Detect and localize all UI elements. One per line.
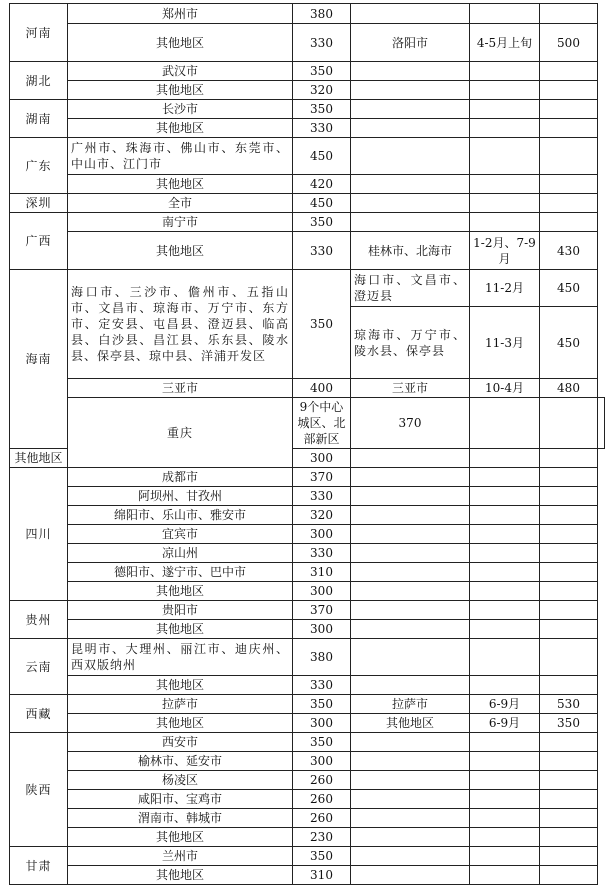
empty-cell xyxy=(540,100,598,119)
empty-cell xyxy=(351,676,470,695)
area-cell: 德阳市、遂宁市、巴中市 xyxy=(68,563,293,582)
province-cell: 湖北 xyxy=(10,62,68,100)
table-row xyxy=(10,175,605,194)
empty-cell xyxy=(351,100,470,119)
standard-cell: 260 xyxy=(293,771,351,790)
standard-cell: 350 xyxy=(293,733,351,752)
area-cell: 南宁市 xyxy=(68,213,293,232)
empty-cell xyxy=(351,506,470,525)
empty-cell xyxy=(540,449,598,468)
standard-cell: 300 xyxy=(293,525,351,544)
table-row xyxy=(10,695,605,714)
empty-cell xyxy=(351,525,470,544)
standard-cell: 350 xyxy=(293,847,351,866)
standard-cell: 300 xyxy=(293,620,351,639)
table-row xyxy=(10,506,605,525)
standard-cell: 380 xyxy=(293,639,351,676)
table-row xyxy=(10,563,605,582)
empty-cell xyxy=(351,752,470,771)
table-row xyxy=(10,771,605,790)
peak-period-cell: 1-2月、7-9月 xyxy=(470,232,540,270)
province-cell: 四川 xyxy=(10,468,68,601)
table-row xyxy=(10,790,605,809)
peak-standard-cell: 450 xyxy=(540,307,598,379)
standard-cell: 330 xyxy=(293,676,351,695)
standard-cell: 230 xyxy=(293,828,351,847)
standard-cell: 450 xyxy=(293,194,351,213)
table-row xyxy=(10,639,605,676)
standard-cell: 330 xyxy=(293,119,351,138)
area-cell: 长沙市 xyxy=(68,100,293,119)
area-cell: 宜宾市 xyxy=(68,525,293,544)
table-row xyxy=(10,100,605,119)
table-row xyxy=(10,194,605,213)
standard-cell: 330 xyxy=(293,24,351,62)
empty-cell xyxy=(540,847,598,866)
empty-cell xyxy=(351,563,470,582)
empty-cell xyxy=(540,620,598,639)
standard-cell: 300 xyxy=(293,449,351,468)
empty-cell xyxy=(540,175,598,194)
table-row xyxy=(10,809,605,828)
area-cell: 其他地区 xyxy=(68,175,293,194)
standard-cell: 260 xyxy=(293,790,351,809)
empty-cell xyxy=(470,601,540,620)
area-cell: 三亚市 xyxy=(68,379,293,398)
empty-cell xyxy=(470,847,540,866)
area-cell: 兰州市 xyxy=(68,847,293,866)
area-cell: 绵阳市、乐山市、雅安市 xyxy=(68,506,293,525)
area-cell: 贵阳市 xyxy=(68,601,293,620)
empty-cell xyxy=(351,487,470,506)
empty-cell xyxy=(470,525,540,544)
empty-cell xyxy=(540,582,598,601)
empty-cell xyxy=(540,119,598,138)
empty-cell xyxy=(540,138,598,175)
empty-cell xyxy=(351,175,470,194)
area-cell: 其他地区 xyxy=(68,866,293,885)
empty-cell xyxy=(540,809,598,828)
area-cell: 其他地区 xyxy=(68,828,293,847)
empty-cell xyxy=(351,639,470,676)
table-row xyxy=(10,119,605,138)
area-cell: 其他地区 xyxy=(68,232,293,270)
peak-period-cell: 11-2月 xyxy=(470,270,540,307)
empty-cell xyxy=(540,639,598,676)
empty-cell xyxy=(540,81,598,100)
table-row xyxy=(10,676,605,695)
empty-cell xyxy=(351,119,470,138)
peak-area-cell: 桂林市、北海市 xyxy=(351,232,470,270)
area-cell: 其他地区 xyxy=(68,119,293,138)
empty-cell xyxy=(470,81,540,100)
empty-cell xyxy=(540,213,598,232)
province-cell: 广东 xyxy=(10,138,68,194)
empty-cell xyxy=(351,601,470,620)
table-row xyxy=(10,379,605,398)
peak-standard-cell: 450 xyxy=(540,270,598,307)
standard-cell: 320 xyxy=(293,81,351,100)
province-cell: 西藏 xyxy=(10,695,68,733)
standard-cell: 350 xyxy=(293,62,351,81)
standard-cell: 370 xyxy=(293,601,351,620)
table-row xyxy=(10,544,605,563)
province-cell: 湖南 xyxy=(10,100,68,138)
empty-cell xyxy=(351,771,470,790)
empty-cell xyxy=(470,620,540,639)
table-row xyxy=(10,468,605,487)
empty-cell xyxy=(470,544,540,563)
empty-cell xyxy=(351,809,470,828)
area-cell: 其他地区 xyxy=(68,676,293,695)
empty-cell xyxy=(540,194,598,213)
empty-cell xyxy=(470,866,540,885)
area-cell: 成都市 xyxy=(68,468,293,487)
standard-cell: 370 xyxy=(351,398,470,449)
area-cell: 昆明市、大理州、丽江市、迪庆州、西双版纳州 xyxy=(68,639,293,676)
peak-area-cell: 三亚市 xyxy=(351,379,470,398)
area-cell: 其他地区 xyxy=(68,582,293,601)
empty-cell xyxy=(470,506,540,525)
area-cell: 咸阳市、宝鸡市 xyxy=(68,790,293,809)
empty-cell xyxy=(470,175,540,194)
area-cell: 海口市、三沙市、儋州市、五指山市、文昌市、琼海市、万宁市、东方市、定安县、屯昌县、澄迈县、临高县、白沙县、昌江县、乐东县、陵水县、保亭县、琼中县、洋浦开发区 xyxy=(68,270,293,379)
empty-cell xyxy=(470,398,540,449)
empty-cell xyxy=(470,138,540,175)
area-cell: 武汉市 xyxy=(68,62,293,81)
province-cell: 甘肃 xyxy=(10,847,68,885)
peak-area-cell: 海口市、文昌市、澄迈县 xyxy=(351,270,470,307)
standard-cell: 350 xyxy=(293,270,351,379)
empty-cell xyxy=(540,468,598,487)
province-cell: 深圳 xyxy=(10,194,68,213)
empty-cell xyxy=(470,449,540,468)
peak-area-cell: 洛阳市 xyxy=(351,24,470,62)
table-row xyxy=(10,138,605,175)
area-cell: 其他地区 xyxy=(68,24,293,62)
empty-cell xyxy=(470,119,540,138)
empty-cell xyxy=(351,620,470,639)
table-row xyxy=(10,714,605,733)
empty-cell xyxy=(351,790,470,809)
peak-standard-cell: 480 xyxy=(540,379,598,398)
empty-cell xyxy=(351,828,470,847)
empty-cell xyxy=(470,809,540,828)
peak-area-cell: 拉萨市 xyxy=(351,695,470,714)
table-row xyxy=(10,81,605,100)
standard-cell: 350 xyxy=(293,100,351,119)
empty-cell xyxy=(470,468,540,487)
empty-cell xyxy=(470,828,540,847)
table-row xyxy=(10,582,605,601)
standard-cell: 330 xyxy=(293,232,351,270)
empty-cell xyxy=(470,62,540,81)
peak-period-cell: 6-9月 xyxy=(470,695,540,714)
peak-period-cell: 10-4月 xyxy=(470,379,540,398)
empty-cell xyxy=(540,487,598,506)
standard-cell: 330 xyxy=(293,544,351,563)
empty-cell xyxy=(540,790,598,809)
empty-cell xyxy=(470,639,540,676)
area-cell: 9个中心城区、北部新区 xyxy=(293,398,351,449)
table-row xyxy=(10,62,605,81)
table-row xyxy=(10,866,605,885)
area-cell: 拉萨市 xyxy=(68,695,293,714)
peak-standard-cell: 350 xyxy=(540,714,598,733)
area-cell: 杨凌区 xyxy=(68,771,293,790)
table-row xyxy=(10,398,605,449)
table-row xyxy=(10,733,605,752)
province-cell: 云南 xyxy=(10,639,68,695)
standard-cell: 300 xyxy=(293,752,351,771)
standard-cell: 400 xyxy=(293,379,351,398)
standard-cell: 320 xyxy=(293,506,351,525)
peak-standard-cell: 530 xyxy=(540,695,598,714)
table-row xyxy=(10,24,605,62)
empty-cell xyxy=(351,866,470,885)
empty-cell xyxy=(540,676,598,695)
province-cell: 河南 xyxy=(10,4,68,62)
peak-area-cell: 琼海市、万宁市、陵水县、保亭县 xyxy=(351,307,470,379)
empty-cell xyxy=(470,733,540,752)
standard-cell: 350 xyxy=(293,695,351,714)
empty-cell xyxy=(470,100,540,119)
empty-cell xyxy=(540,828,598,847)
empty-cell xyxy=(351,582,470,601)
empty-cell xyxy=(540,525,598,544)
empty-cell xyxy=(470,676,540,695)
table-row xyxy=(10,828,605,847)
empty-cell xyxy=(351,81,470,100)
lodging-standard-table xyxy=(9,3,605,885)
peak-standard-cell: 430 xyxy=(540,232,598,270)
empty-cell xyxy=(470,4,540,24)
empty-cell xyxy=(540,752,598,771)
empty-cell xyxy=(540,563,598,582)
empty-cell xyxy=(540,601,598,620)
area-cell: 其他地区 xyxy=(68,714,293,733)
empty-cell xyxy=(351,449,470,468)
peak-period-cell: 6-9月 xyxy=(470,714,540,733)
area-cell: 渭南市、韩城市 xyxy=(68,809,293,828)
table-row xyxy=(10,752,605,771)
empty-cell xyxy=(351,468,470,487)
empty-cell xyxy=(470,752,540,771)
empty-cell xyxy=(540,506,598,525)
empty-cell xyxy=(540,4,598,24)
empty-cell xyxy=(351,62,470,81)
province-cell: 海南 xyxy=(10,270,68,449)
empty-cell xyxy=(540,62,598,81)
standard-cell: 300 xyxy=(293,582,351,601)
empty-cell xyxy=(351,213,470,232)
peak-area-cell: 其他地区 xyxy=(351,714,470,733)
empty-cell xyxy=(540,771,598,790)
table-row xyxy=(10,232,605,270)
area-cell: 广州市、珠海市、佛山市、东莞市、中山市、江门市 xyxy=(68,138,293,175)
table-row xyxy=(10,487,605,506)
empty-cell xyxy=(598,398,605,449)
empty-cell xyxy=(470,194,540,213)
empty-cell xyxy=(470,563,540,582)
standard-cell: 310 xyxy=(293,866,351,885)
empty-cell xyxy=(540,398,598,449)
standard-cell: 370 xyxy=(293,468,351,487)
area-cell: 凉山州 xyxy=(68,544,293,563)
empty-cell xyxy=(351,138,470,175)
area-cell: 其他地区 xyxy=(68,620,293,639)
province-cell: 广西 xyxy=(10,213,68,270)
standard-cell: 450 xyxy=(293,138,351,175)
standard-cell: 380 xyxy=(293,4,351,24)
area-cell: 全市 xyxy=(68,194,293,213)
empty-cell xyxy=(470,771,540,790)
empty-cell xyxy=(351,847,470,866)
empty-cell xyxy=(470,213,540,232)
peak-standard-cell: 500 xyxy=(540,24,598,62)
empty-cell xyxy=(470,582,540,601)
province-cell: 贵州 xyxy=(10,601,68,639)
province-cell: 重庆 xyxy=(68,398,293,468)
empty-cell xyxy=(470,790,540,809)
table-row xyxy=(10,270,605,307)
standard-cell: 260 xyxy=(293,809,351,828)
empty-cell xyxy=(351,544,470,563)
table-row xyxy=(10,213,605,232)
peak-period-cell: 4-5月上旬 xyxy=(470,24,540,62)
area-cell: 其他地区 xyxy=(10,449,68,468)
empty-cell xyxy=(540,544,598,563)
table-row xyxy=(10,525,605,544)
standard-cell: 300 xyxy=(293,714,351,733)
area-cell: 西安市 xyxy=(68,733,293,752)
standard-cell: 310 xyxy=(293,563,351,582)
empty-cell xyxy=(540,866,598,885)
area-cell: 其他地区 xyxy=(68,81,293,100)
table-row xyxy=(10,620,605,639)
table-row xyxy=(10,601,605,620)
empty-cell xyxy=(351,733,470,752)
empty-cell xyxy=(470,487,540,506)
standard-cell: 350 xyxy=(293,213,351,232)
area-cell: 阿坝州、甘孜州 xyxy=(68,487,293,506)
area-cell: 郑州市 xyxy=(68,4,293,24)
table-row xyxy=(10,847,605,866)
empty-cell xyxy=(351,194,470,213)
empty-cell xyxy=(540,733,598,752)
peak-period-cell: 11-3月 xyxy=(470,307,540,379)
province-cell: 陕西 xyxy=(10,733,68,847)
table-row xyxy=(10,4,605,24)
area-cell: 榆林市、延安市 xyxy=(68,752,293,771)
standard-cell: 330 xyxy=(293,487,351,506)
empty-cell xyxy=(351,4,470,24)
standard-cell: 420 xyxy=(293,175,351,194)
